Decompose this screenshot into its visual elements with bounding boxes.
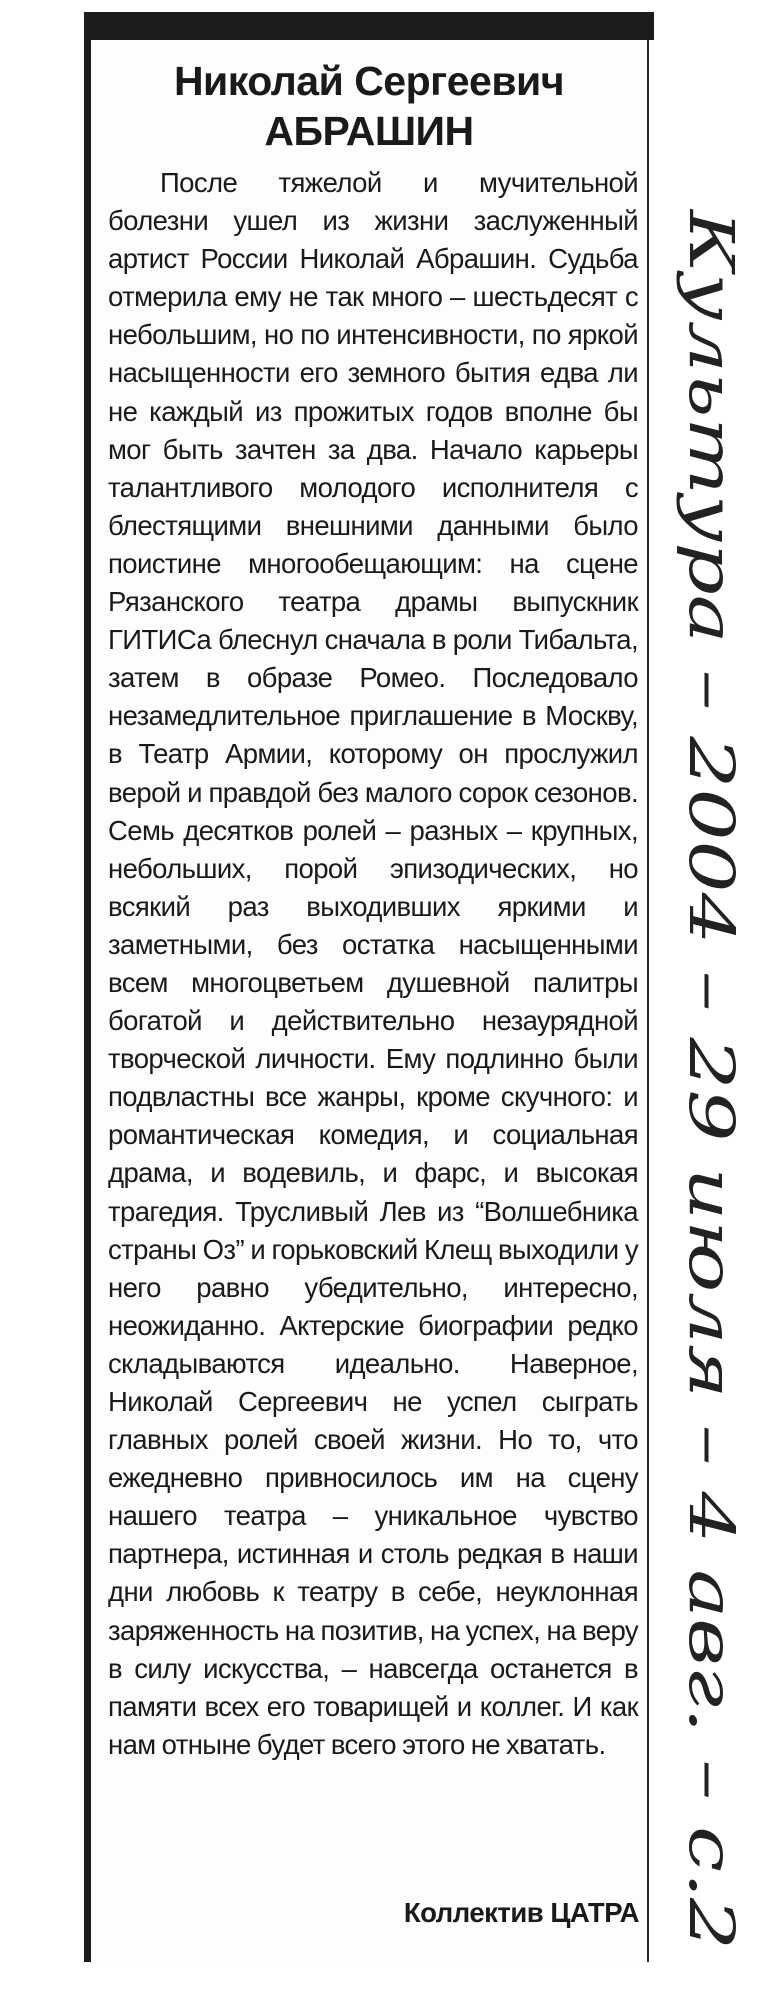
title-name-line: Николай Сергеевич: [173, 58, 565, 104]
newspaper-clipping: [84, 12, 654, 1962]
obituary-body: После тяжелой и мучительной болезни ушел из жизни заслуженный артист России Николай Абрашин. Судьба отмерила ему не так много – шестьдесят с небольшим, но по интенсивности, по яркой насыщенности его земного бытия едва ли не каждый из прожитых годов вполне бы мог быть зачтен за два. Начало карьеры талантливого молодого исполнителя с блестящими внешними данными было поистине многообещающим: на сцене Рязанского театра драмы выпускник ГИТИСа блеснул сначала в роли Тибальта, затем в образе Ромео. Последовало незамедлительное приглашение в Москву, в Театр Армии, которому он прослужил верой и правдой без малого сорок сезонов. Семь десятков ролей – разных – крупных, небольших, порой эпизодических, но всякий раз выходивших яркими и заметными, без остатка насыщенными всем многоцветьем душевной палитры богатой и действительно незаурядной творческой личности. Ему подлинно были подвластны все жанры, кроме скучного: и романтическая комедия, и социальная драма, и водевиль, и фарс, и высокая трагедия. Трусливый Лев из “Волшебника страны Оз” и горьковский Клещ выходили у него равно убедительно, интересно, неожиданно. Актерские биографии редко складываются идеально. Наверное, Николай Сергеевич не успел сыграть главных ролей своей жизни. Но то, что ежедневно привносилось им на сцену нашего театра – уникальное чувство партнера, истинная и столь редкая в наши дни любовь к театру в себе, неуклонная заряженность на позитив, на успех, на веру в силу искусства, – навсегда останется в памяти всех его товарищей и коллег. И как нам отныне будет всего этого не хватать.: [108, 167, 638, 1760]
title-surname-line: АБРАШИН: [264, 108, 474, 154]
handwritten-note-text: Культура – 2004 – 29 июля – 4 авг. – с.2: [675, 210, 748, 1529]
obituary-signature: Коллектив ЦАТРА: [403, 1897, 639, 1928]
right-column-rule: [647, 40, 649, 1962]
handwritten-note: [660, 200, 750, 1980]
left-black-rule: [84, 12, 91, 1962]
top-black-rule: [84, 12, 654, 40]
obituary-title: [91, 56, 647, 156]
